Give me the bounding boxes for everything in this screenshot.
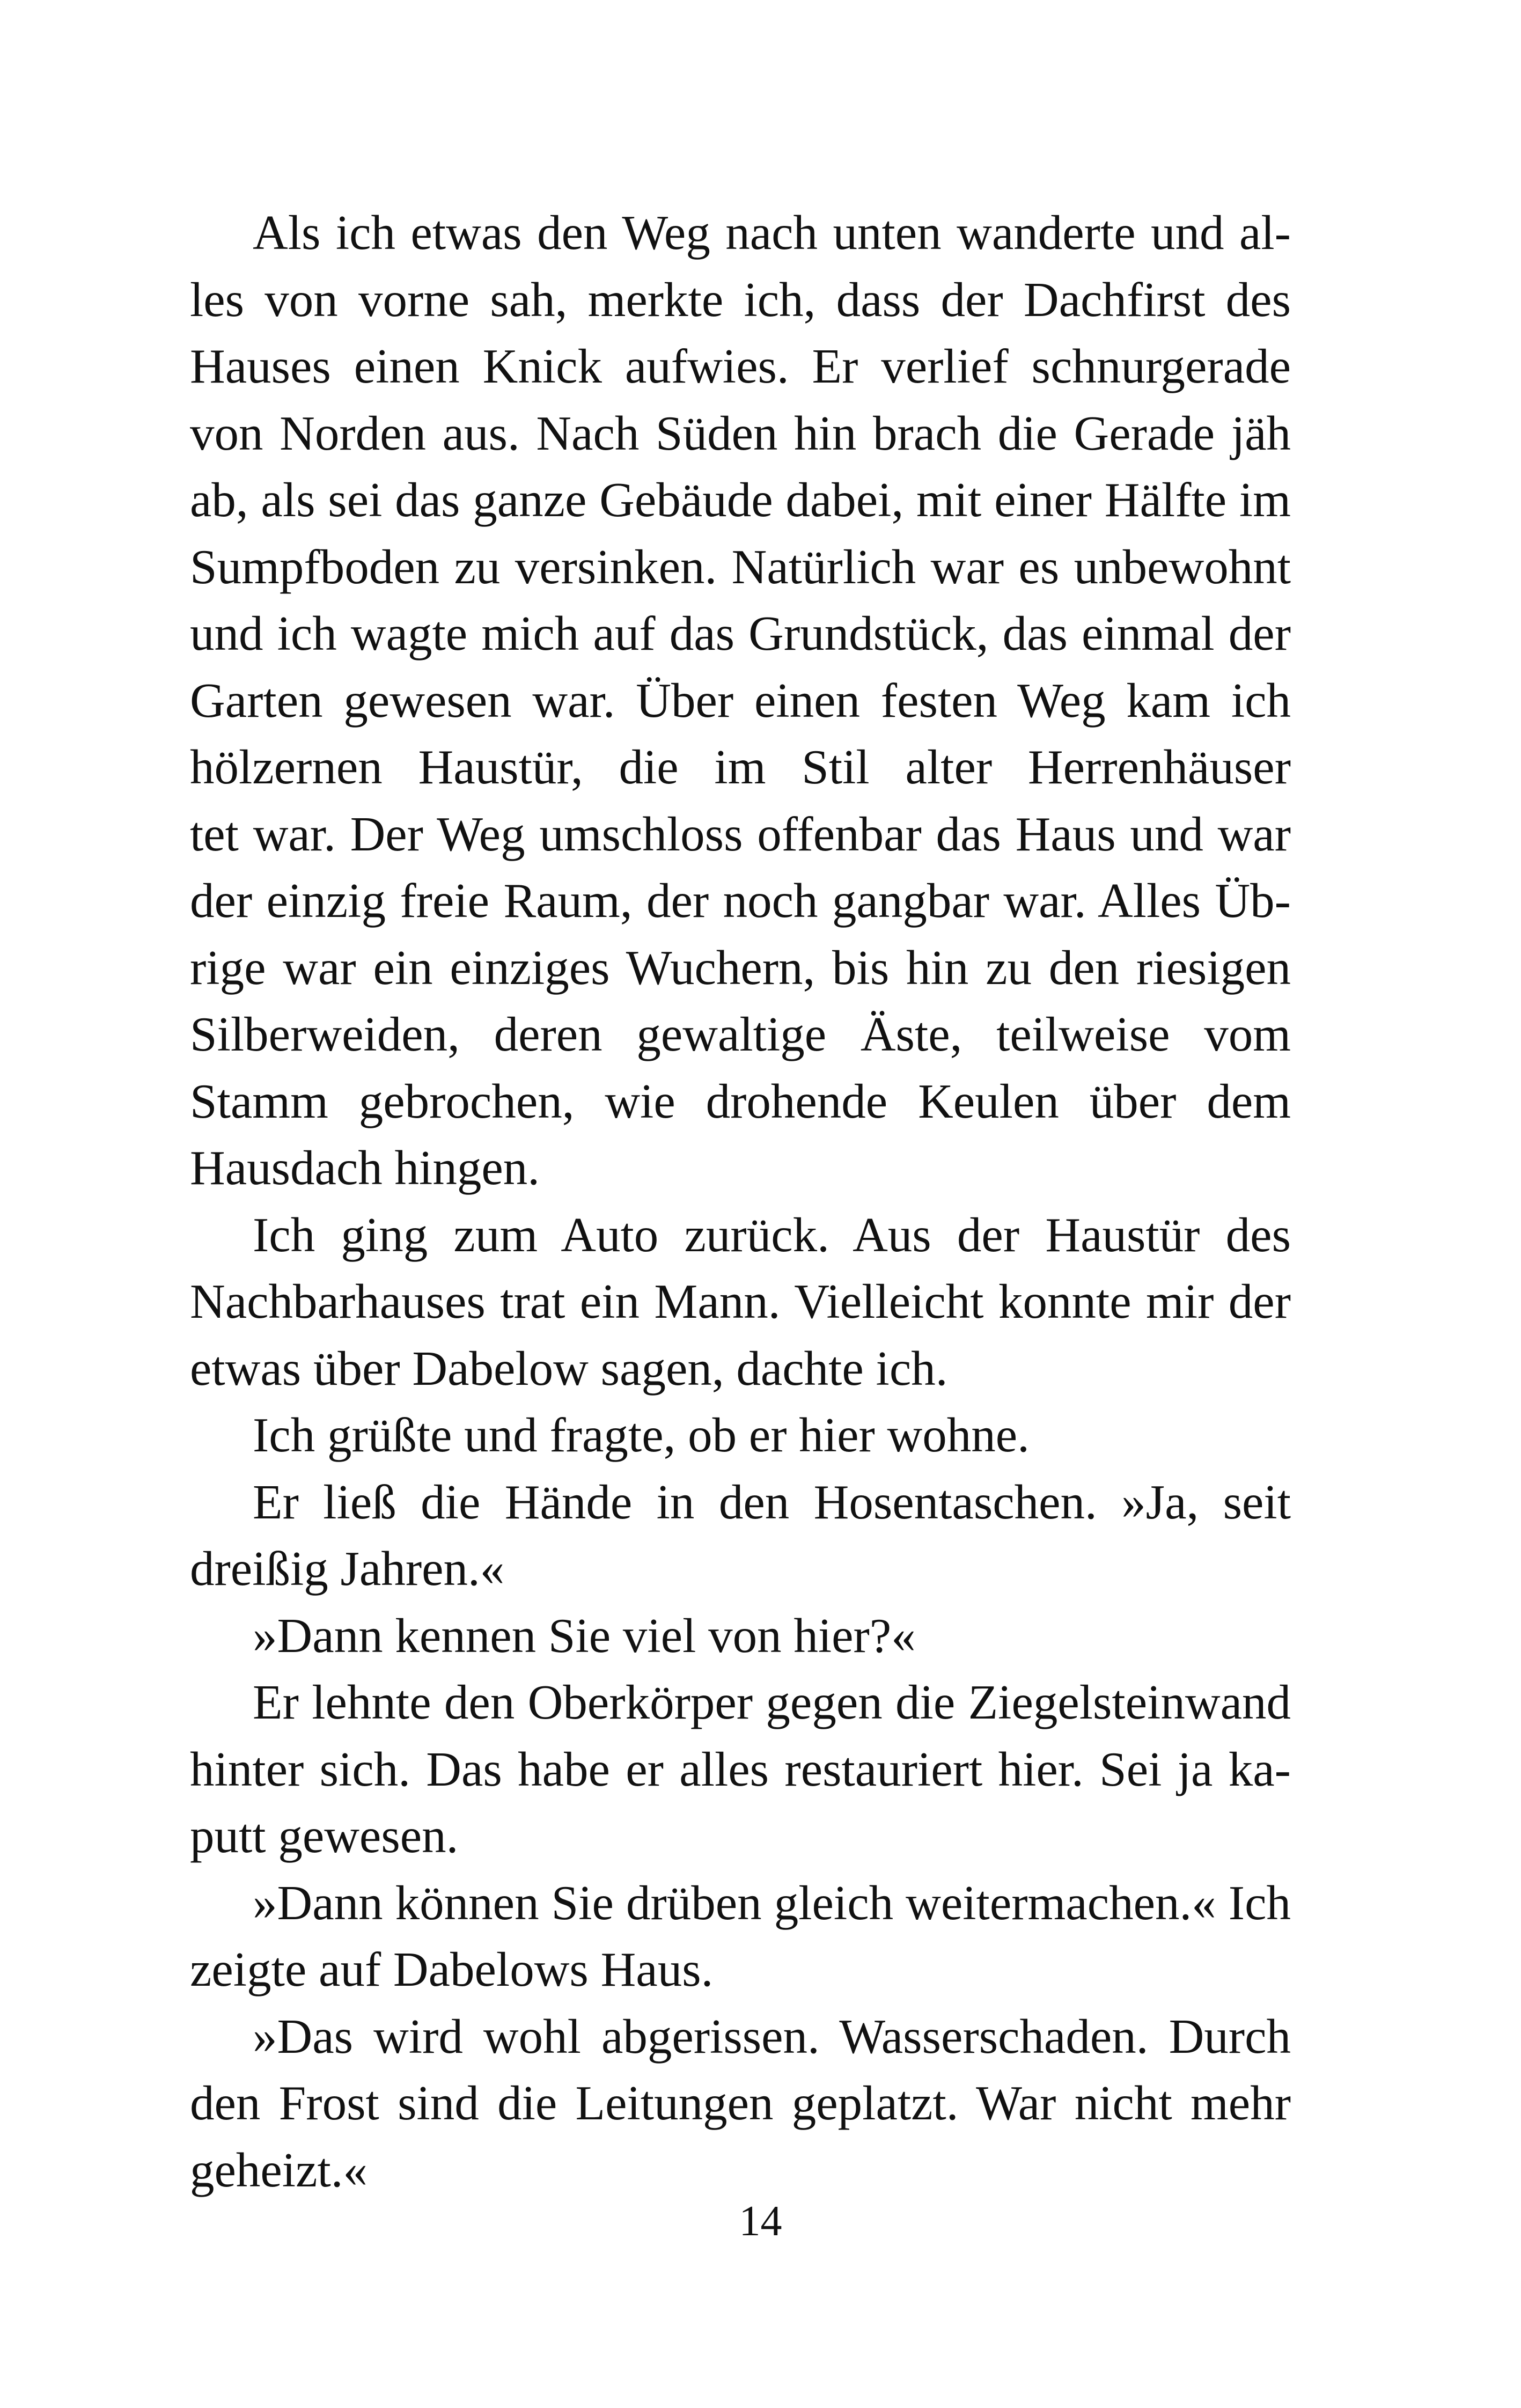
text-line: geheizt.« (190, 2142, 368, 2197)
text-line: zeigte auf Dabelows Haus. (190, 1942, 714, 1996)
text-line: Stamm gebrochen, wie drohende Keulen über dem (190, 1074, 1291, 1128)
text-line: hinter sich. Das habe er alles restauriert hier. Sei ja ka- (190, 1742, 1291, 1796)
text-line: »Dann können Sie drüben gleich weitermachen.« Ich (253, 1875, 1291, 1930)
text-line: rige war ein einziges Wuchern, bis hin zu den riesigen (190, 940, 1291, 995)
text-line: Hausdach hingen. (190, 1141, 540, 1195)
text-line: Ich ging zum Auto zurück. Aus der Haustür des (253, 1207, 1291, 1262)
text-line: Als ich etwas den Weg nach unten wanderte und al- (253, 205, 1291, 260)
text-line: »Das wird wohl abgerissen. Wasserschaden. Durch (253, 2009, 1291, 2064)
body-text (190, 200, 1291, 2204)
text-line: etwas über Dabelow sagen, dachte ich. (190, 1341, 948, 1396)
text-line: Ich grüßte und fragte, ob er hier wohne. (253, 1408, 1030, 1462)
text-line: Er lehnte den Oberkörper gegen die Ziegelsteinwand (253, 1675, 1291, 1729)
text-line: Silberweiden, deren gewaltige Äste, teilweise vom (190, 1007, 1291, 1061)
text-line: und ich wagte mich auf das Grundstück, das einmal der (190, 606, 1291, 660)
text-line: Garten gewesen war. Über einen festen Weg kam ich (190, 673, 1291, 728)
text-line: putt gewesen. (190, 1809, 459, 1863)
text-line: dreißig Jahren.« (190, 1541, 505, 1596)
text-line: ab, als sei das ganze Gebäude dabei, mit einer Hälfte im (190, 473, 1291, 527)
text-line: »Dann kennen Sie viel von hier?« (253, 1608, 916, 1663)
text-line: Sumpfboden zu versinken. Natürlich war es unbewohnt (190, 539, 1291, 594)
text-line: hölzernen Haustür, die im Stil alter Herrenhäuser (190, 740, 1291, 794)
text-line: Hauses einen Knick aufwies. Er verlief schnurgerade (190, 339, 1291, 393)
text-line: den Frost sind die Leitungen geplatzt. War nicht mehr (190, 2076, 1291, 2130)
text-line: der einzig freie Raum, der noch gangbar war. Alles Üb- (190, 873, 1291, 928)
text-line: tet war. Der Weg umschloss offenbar das Haus und war (190, 806, 1291, 861)
text-line: Er ließ die Hände in den Hosentaschen. »Ja, seit (253, 1474, 1291, 1529)
text-line: les von vorne sah, merkte ich, dass der Dachfirst des (190, 272, 1291, 327)
text-line: von Norden aus. Nach Süden hin brach die Gerade jäh (190, 406, 1291, 460)
text-line: Nachbarhauses trat ein Mann. Vielleicht konnte mir der (190, 1274, 1291, 1328)
page-number: 14 (739, 2198, 782, 2245)
